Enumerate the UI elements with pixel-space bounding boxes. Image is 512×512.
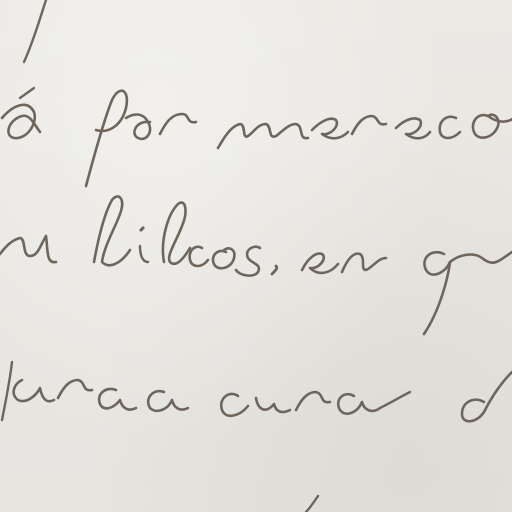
handwriting-strokes-line-3 [2,362,512,421]
handwriting-strokes-line-1 [2,88,512,186]
handwriting-strokes-line-2 [0,196,512,334]
bottom-fragment-stroke [306,496,318,512]
top-descender-stroke [24,0,46,62]
